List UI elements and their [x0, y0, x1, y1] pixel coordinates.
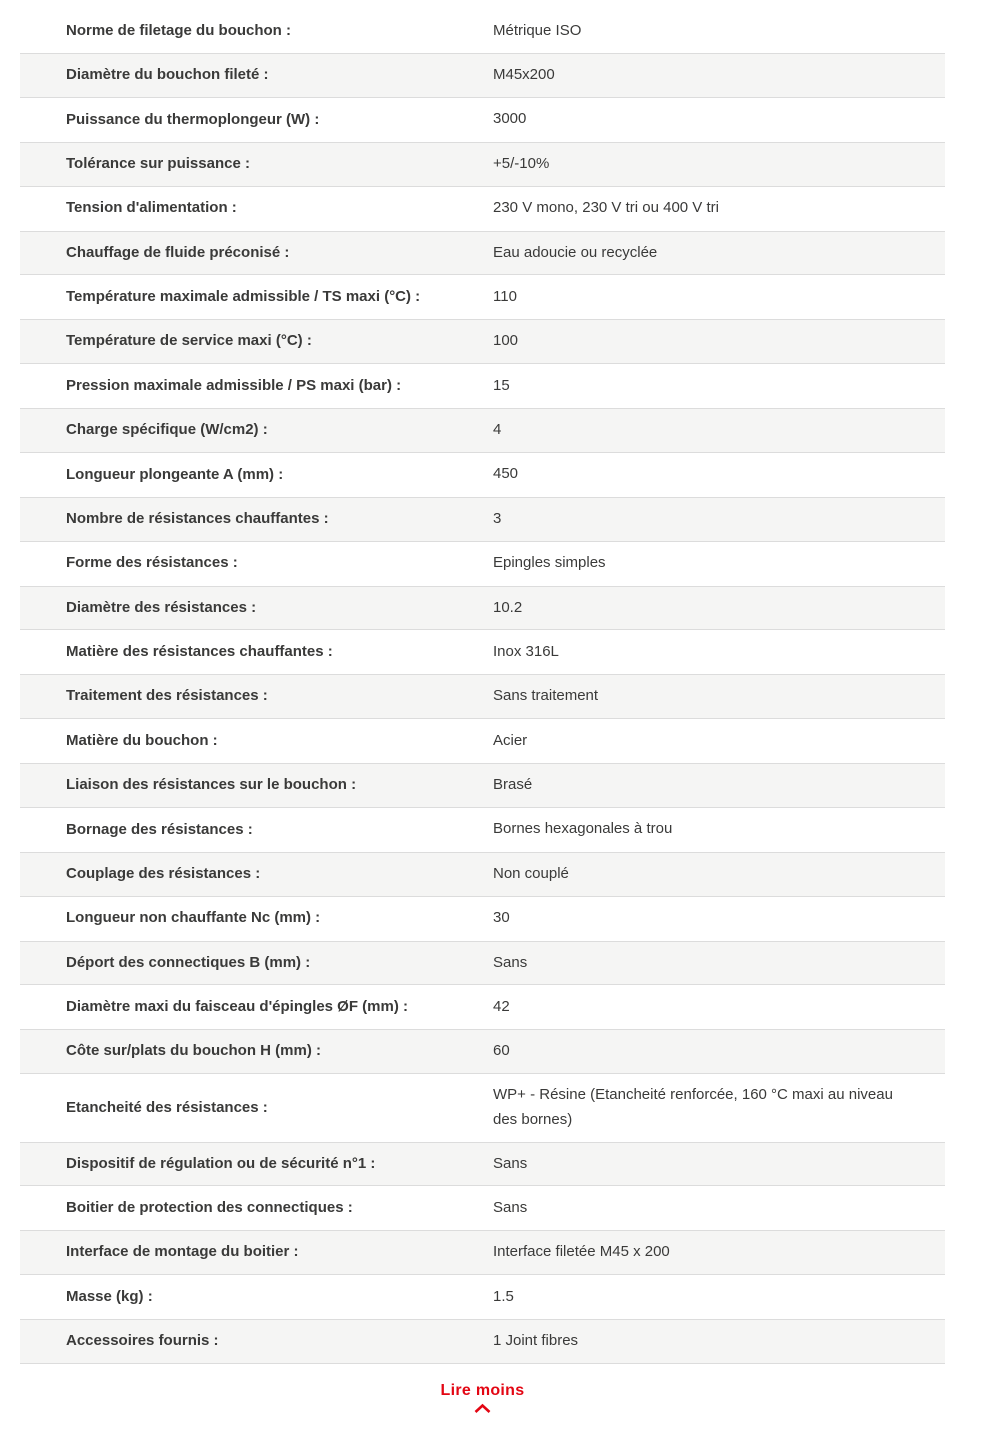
- spec-row: [20, 763, 945, 808]
- spec-value: Epingles simples: [493, 554, 606, 572]
- spec-value: Acier: [493, 731, 528, 749]
- spec-row: [20, 897, 945, 941]
- spec-label: Forme des résistances :: [66, 554, 238, 572]
- spec-label: Couplage des résistances :: [66, 864, 261, 882]
- spec-label: Matière du bouchon :: [66, 731, 218, 749]
- spec-value: Bornes hexagonales à trou: [493, 820, 673, 838]
- spec-value: 60: [493, 1042, 510, 1060]
- spec-value: 1 Joint fibres: [493, 1332, 579, 1349]
- spec-row: [20, 586, 945, 631]
- spec-label: Charge spécifique (W/cm2) :: [66, 421, 268, 439]
- spec-row: [20, 98, 945, 142]
- spec-row: [20, 9, 945, 53]
- spec-value: 3000: [493, 110, 527, 128]
- spec-row: [20, 1275, 945, 1319]
- spec-value: 450: [493, 465, 519, 483]
- spec-label: Interface de montage du boitier :: [66, 1243, 299, 1261]
- spec-row: [20, 542, 945, 586]
- spec-label: Puissance du thermoplongeur (W) :: [66, 110, 320, 128]
- spec-value: 4: [493, 421, 502, 438]
- spec-label: Chauffage de fluide préconisé :: [66, 243, 290, 261]
- spec-value: 10.2: [493, 598, 523, 616]
- spec-value: 100: [493, 332, 519, 350]
- spec-label: Traitement des résistances :: [66, 687, 268, 705]
- spec-label: Matière des résistances chauffantes :: [66, 643, 333, 660]
- spec-row: [20, 53, 945, 98]
- spec-row: [20, 497, 945, 542]
- spec-label: Diamètre des résistances :: [66, 598, 257, 616]
- spec-label: Dispositif de régulation ou de sécurité n°1 :: [66, 1154, 376, 1172]
- spec-row: [20, 1029, 945, 1074]
- spec-label: Température de service maxi (°C) :: [66, 332, 312, 350]
- spec-row: [20, 319, 945, 364]
- spec-row: [20, 364, 945, 408]
- spec-row: [20, 453, 945, 497]
- spec-label: Bornage des résistances :: [66, 820, 253, 838]
- spec-value: Sans: [493, 1154, 528, 1172]
- spec-value: 15: [493, 376, 510, 394]
- spec-value: Brasé: [493, 776, 533, 793]
- spec-value: Non couplé: [493, 864, 569, 882]
- spec-row: [20, 808, 945, 852]
- read-less-toggle[interactable]: [20, 1381, 945, 1414]
- spec-row: [20, 408, 945, 453]
- spec-value: 230 V mono, 230 V tri ou 400 V tri: [493, 199, 719, 217]
- spec-value: Eau adoucie ou recyclée: [493, 243, 658, 261]
- spec-row: [20, 852, 945, 897]
- spec-label: Longueur non chauffante Nc (mm) :: [66, 909, 321, 927]
- spec-label: Longueur plongeante A (mm) :: [66, 465, 284, 483]
- spec-label: Nombre de résistances chauffantes :: [66, 509, 329, 527]
- spec-value: 3: [493, 509, 502, 527]
- spec-label: Tolérance sur puissance :: [66, 154, 250, 172]
- spec-label: Liaison des résistances sur le bouchon :: [66, 776, 357, 794]
- spec-row: [20, 1319, 945, 1364]
- spec-row: [20, 142, 945, 187]
- spec-value: Sans: [493, 953, 528, 971]
- spec-value: Sans traitement: [493, 687, 599, 705]
- spec-value: Inox 316L: [493, 642, 559, 660]
- spec-row: [20, 1230, 945, 1275]
- spec-label: Diamètre maxi du faisceau d'épingles ØF (mm) :: [66, 998, 408, 1015]
- spec-row: [20, 275, 945, 319]
- spec-value: 30: [493, 909, 510, 927]
- spec-value: Métrique ISO: [493, 21, 582, 39]
- spec-row: [20, 719, 945, 763]
- spec-value: +5/-10%: [493, 154, 550, 172]
- spec-value: 1.5: [493, 1287, 514, 1305]
- spec-row: [20, 941, 945, 986]
- spec-label: Boitier de protection des connectiques :: [66, 1199, 353, 1216]
- spec-value: M45x200: [493, 66, 555, 83]
- spec-label: Température maximale admissible / TS maxi (°C) :: [66, 288, 421, 305]
- spec-value: WP+ - Résine (Etancheité renforcée, 160 °C maxi au niveau des bornes): [493, 1086, 893, 1128]
- spec-value: 110: [493, 287, 517, 305]
- spec-label: Accessoires fournis :: [66, 1332, 219, 1350]
- spec-row: [20, 231, 945, 276]
- spec-label: Diamètre du bouchon fileté :: [66, 66, 269, 84]
- spec-label: Déport des connectiques B (mm) :: [66, 953, 311, 971]
- spec-value: Sans: [493, 1198, 528, 1216]
- spec-label: Norme de filetage du bouchon :: [66, 21, 292, 39]
- read-less-label: Lire moins: [440, 1381, 525, 1399]
- spec-label: Etancheité des résistances :: [66, 1098, 268, 1116]
- spec-label: Pression maximale admissible / PS maxi (bar) :: [66, 376, 402, 394]
- spec-label: Côte sur/plats du bouchon H (mm) :: [66, 1042, 321, 1060]
- spec-row: [20, 1074, 945, 1142]
- spec-row: [20, 985, 945, 1029]
- spec-label: Masse (kg) :: [66, 1287, 153, 1305]
- spec-row: [20, 1186, 945, 1230]
- spec-row: [20, 630, 945, 674]
- spec-row: [20, 1142, 945, 1187]
- chevron-up-icon: [20, 1403, 945, 1414]
- spec-value: Interface filetée M45 x 200: [493, 1243, 670, 1261]
- spec-value: 42: [493, 997, 510, 1015]
- spec-row: [20, 187, 945, 231]
- spec-table: [20, 9, 945, 1364]
- spec-label: Tension d'alimentation :: [66, 199, 237, 217]
- spec-row: [20, 674, 945, 719]
